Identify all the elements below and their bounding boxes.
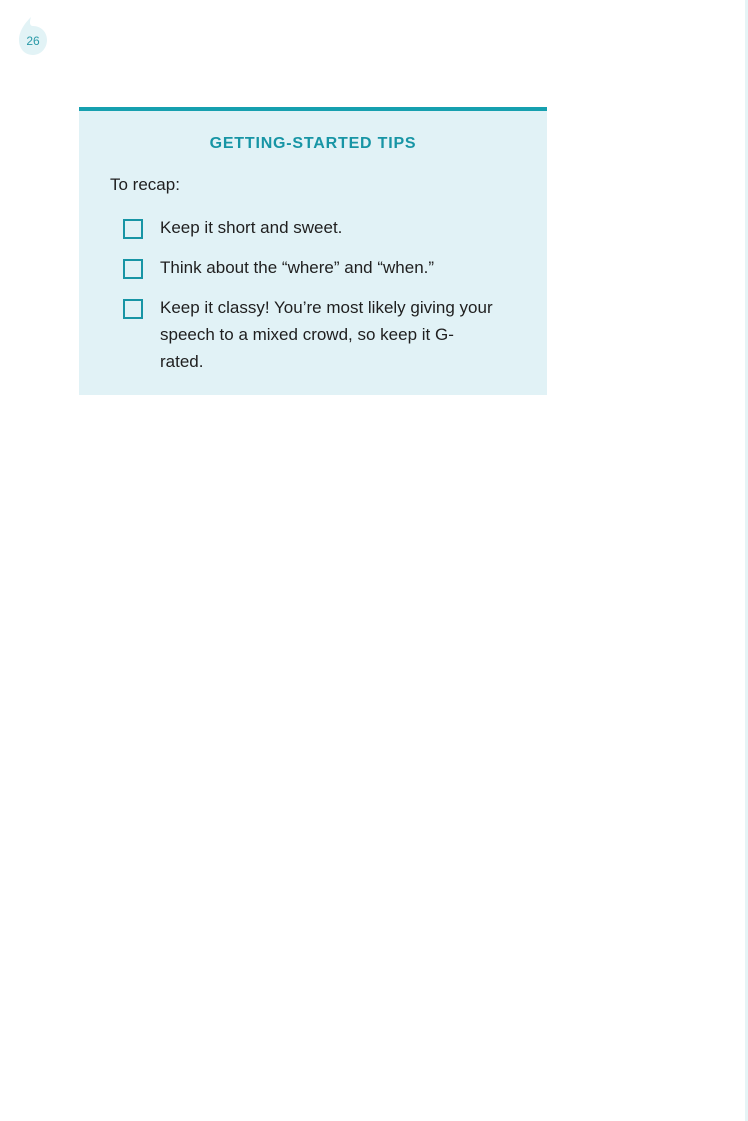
tip-text: Keep it short and sweet. — [160, 218, 343, 237]
tip-text: Keep it classy! You’re most likely giving your speech to a mixed crowd, so keep it G-rated. — [160, 298, 493, 371]
page-number: 26 — [26, 34, 40, 48]
checkbox — [123, 259, 143, 279]
tips-intro: To recap: — [110, 175, 180, 194]
tips-box — [79, 107, 547, 395]
page-number-badge — [17, 15, 49, 57]
tip-text: Think about the “where” and “when.” — [160, 258, 435, 277]
checkbox — [123, 299, 143, 319]
tips-title: GETTING-STARTED TIPS — [209, 135, 417, 152]
checkbox — [123, 219, 143, 239]
